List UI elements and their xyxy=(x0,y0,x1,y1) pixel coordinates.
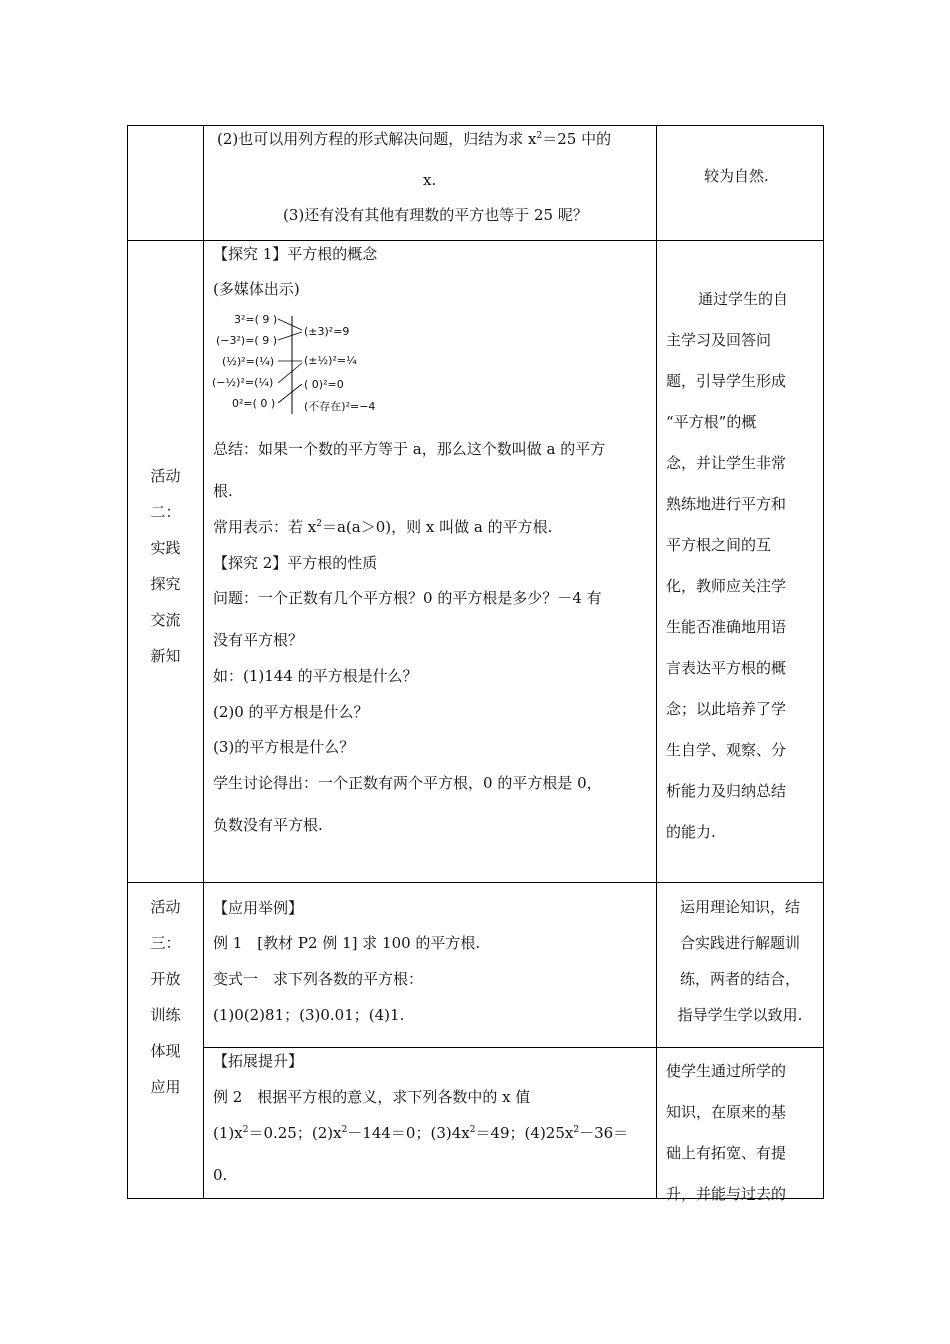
conclusion-line2: 负数没有平方根. xyxy=(213,816,323,834)
question-line1: 问题：一个正数有几个平方根？0 的平方根是多少？－4 有 xyxy=(213,589,602,607)
stage-label-3: 活动 三： 开放 训练 体现 应用 xyxy=(150,898,181,1096)
diagram-left-2: (−3²)=( 9 ) xyxy=(216,334,277,347)
row3-note: 运用理论知识，结 合实践进行解题训 练，两者的结合， 指导学生学以致用. xyxy=(677,898,803,1024)
media-note: (多媒体出示) xyxy=(213,280,300,298)
row4-note: 使学生通过所学的 知识，在原来的基 础上有拓宽、有提 升，并能与过去的 xyxy=(666,1062,787,1203)
explore1-heading: 【探究 1】平方根的概念 xyxy=(213,245,378,263)
diagram-left-5: 0²=( 0 ) xyxy=(232,397,276,410)
conclusion-line1: 学生讨论得出：一个正数有两个平方根，0 的平方根是 0， xyxy=(213,774,602,792)
example2-equations-end: 0. xyxy=(213,1166,228,1184)
diagram-right-1: (±3)²=9 xyxy=(304,325,350,338)
question-line2: 没有平方根？ xyxy=(213,631,304,649)
row1-line1: (2)也可以用列方程的形式解决问题，归结为求 $x^2=25$ 中的 xyxy=(217,130,612,148)
common-notation: 常用表示：若 $x^2=a(a>0)$，则 x 叫做 a 的平方根. xyxy=(213,518,553,536)
row1-line2: x. xyxy=(423,171,437,189)
column-divider-1 xyxy=(203,125,204,1199)
table-border-right xyxy=(823,125,824,1199)
stage-label-2: 活动 二： 实践 探究 交流 新知 xyxy=(150,467,181,665)
variant1: 变式一 求下列各数的平方根： xyxy=(213,970,424,988)
application-heading: 【应用举例】 xyxy=(213,899,304,917)
diagram-left-4: (−½)²=(¼) xyxy=(212,376,274,389)
example2: 例 2 根据平方根的意义，求下列各数中的 x 值 xyxy=(213,1088,531,1106)
example-q2: (2)0 的平方根是什么？ xyxy=(213,703,369,721)
diagram-right-2: (±½)²=¼ xyxy=(304,354,357,367)
summary-line1: 总结：如果一个数的平方等于 a，那么这个数叫做 a 的平方 xyxy=(213,440,606,458)
diagram-left-1: 3²=( 9 ) xyxy=(234,313,278,326)
row-divider-1 xyxy=(127,240,824,241)
square-root-diagram xyxy=(210,310,410,420)
explore2-heading: 【探究 2】平方根的性质 xyxy=(213,554,378,572)
table-border-top xyxy=(127,125,824,126)
row2-note: 通过学生的自 主学习及回答问 题，引导学生形成 “平方根”的概 念，并让学生非常 熟练地进行平方和 平方根之间的互 化，教师应关注学 生能否准确地用语 言表达平方根的概 念；以此培养了学 生自学、观察、分 析能力及归纳总结 的能力. xyxy=(666,290,789,841)
row1-line3: (3)还有没有其他有理数的平方也等于 25 呢？ xyxy=(283,206,588,224)
diagram-left-3: (½)²=(¼) xyxy=(222,355,275,368)
example-q3: (3)的平方根是什么？ xyxy=(213,738,355,756)
summary-line2: 根. xyxy=(213,482,233,500)
example2-equations: $(1)x^2=0.25$；$(2)x^2-144=0$；$(3)4x^2=49$；$(4)25x^2-36=$ xyxy=(213,1124,629,1142)
example-q1: 如：(1)144 的平方根是什么？ xyxy=(213,667,418,685)
row1-note: 较为自然. xyxy=(704,167,769,185)
variant1-items: (1)0(2)81；(3)0.01；(4)1. xyxy=(213,1006,405,1024)
diagram-right-4: (不存在)²=−4 xyxy=(304,400,376,413)
example1: 例 1 [教材 P2 例 1] 求 100 的平方根. xyxy=(213,934,481,952)
row-divider-3 xyxy=(203,1047,824,1048)
extension-heading: 【拓展提升】 xyxy=(213,1052,304,1070)
column-divider-2 xyxy=(656,125,657,1199)
row-divider-2 xyxy=(127,882,824,883)
diagram-right-3: ( 0)²=0 xyxy=(304,378,344,391)
